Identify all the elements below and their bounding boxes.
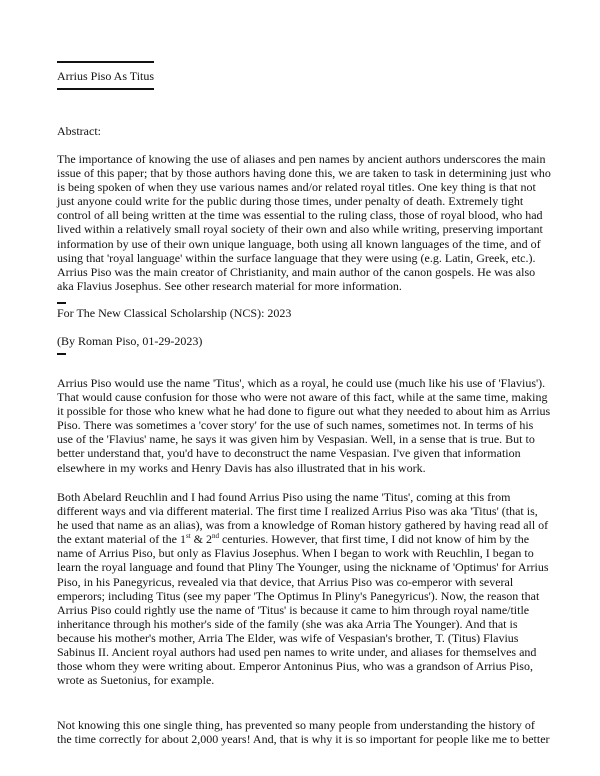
paragraph-2-text-b: centuries. However, that first time, I did not know of him by the name of Arrius Piso, but only as Flavius Josephus. When I began to work with Reuchlin, I began to learn the royal language and found that Pliny The Younger, using the nickname of 'Optimus' for Arrius Piso, in his Panegyricus, revealed via that device, that Arrius Piso was co-emperor with several emperors; including Titus (see my paper 'The Optimus In Pliny's Panegyricus'). Now, the reason that Arrius Piso could rightly use the name of 'Titus' is because it came to him through royal name/title inheritance through his mother's side of the family (she was aka Arria The Younger). And that is because his mother's mother, Arria The Elder, was wife of Vespasian's brother, T. (Titus) Flavius Sabinus II. Ancient royal authors had used pen names to write under, and aliases for themselves and those whom they were writing about. Emperor Antoninus Pius, who was a grandson of Arrius Piso, wrote as Suetonius, for example. [57, 532, 549, 688]
superscript-nd: nd [211, 532, 219, 541]
section-rule-bottom [57, 353, 66, 355]
superscript-st: st [185, 532, 191, 541]
section-rule-top [57, 302, 66, 304]
body-paragraph-1: Arrius Piso would use the name 'Titus', which as a royal, he could use (much like his use of 'Flavius'). That would cause confusion for those who were not aware of this fact, while at the same time, making it possible for those who knew what he had done to figure out what they needed to about him as Arrius Piso. There was sometimes a 'cover story' for the use of such names, sometimes not. In terms of his use of the 'Flavius' name, he says it was given him by Vespasian. Well, in a sense that is true. But to better understand that, you'd have to deconstruct the name Vespasian. I've given that information elsewhere in my works and Henry Davis has also illustrated that in his work. [57, 376, 551, 475]
abstract-paragraph: The importance of knowing the use of aliases and pen names by ancient authors underscores the main issue of this paper; that by those authors having done this, we are taken to task in determining just who is being spoken of when they use various names and/or related royal titles. One key thing is that not just anyone could write for the public during those times, under penalty of death. Extremely tight control of all being written at the time was essential to the ruling class, those of royal blood, who had lived within a relatively small royal society of their own and also while writing, preserving important information by use of their own unique language, both using all known languages of the time, and of using that 'royal language' within the surface language that they were using (e.g. Latin, Greek, etc.). Arrius Piso was the main creator of Christianity, and main author of the canon gospels. He was also aka Flavius Josephus. See other research material for more information. [57, 152, 551, 293]
abstract-label: Abstract: [57, 124, 101, 138]
body-paragraph-2 [57, 490, 552, 687]
page-title: Arrius Piso As Titus [57, 69, 155, 83]
title-rule-bottom [57, 88, 154, 90]
title-rule-top [57, 61, 154, 63]
body-paragraph-3: Not knowing this one single thing, has prevented so many people from understanding the history of the time correctly for about 2,000 years! And, that is why it is so important for people like me to better [57, 718, 550, 747]
paragraph-2-amp: & 2 [190, 532, 212, 547]
byline: (By Roman Piso, 01-29-2023) [57, 334, 203, 348]
paragraph-2-text-a: Both Abelard Reuchlin and I had found Arrius Piso using the name 'Titus', coming at this from different ways and via different material. The first time I realized Arrius Piso was aka 'Titus' (that is, he used that name as an alias), was from a knowledge of Roman history gathered by having read all of the extant material of the 1 [57, 490, 549, 547]
publication-line: For The New Classical Scholarship (NCS): 2023 [57, 306, 292, 320]
